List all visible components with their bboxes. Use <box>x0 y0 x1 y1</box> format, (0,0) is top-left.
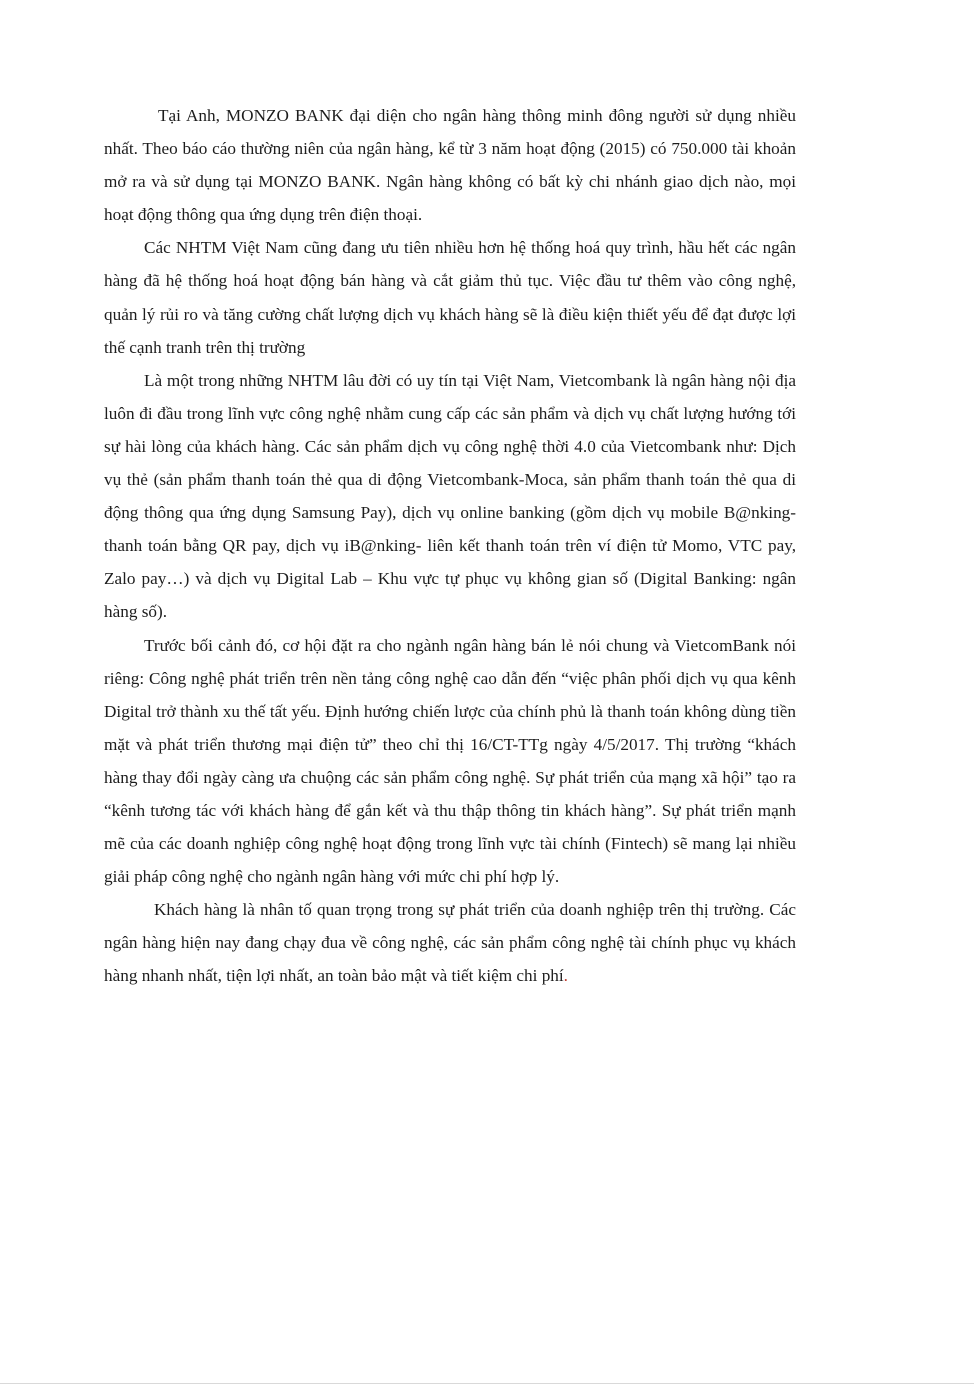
paragraph-vietcombank-products: Là một trong những NHTM lâu đời có uy tín tại Việt Nam, Vietcombank là ngân hàng nội địa luôn đi đầu trong lĩnh vực công nghệ nhằm cung cấp các sản phẩm và dịch vụ chất lượng hướng tới sự hài lòng của khách hàng. Các sản phẩm dịch vụ công nghệ thời 4.0 của Vietcombank như: Dịch vụ thẻ (sản phẩm thanh toán thẻ qua di động Vietcombank-Moca, sản phẩm thanh toán thẻ qua di động thông qua ứng dụng Samsung Pay), dịch vụ online banking (gồm dịch vụ mobile B@nking- thanh toán bằng QR pay, dịch vụ iB@nking- liên kết thanh toán trên ví điện tử Momo, VTC pay, Zalo pay…) và dịch vụ Digital Lab – Khu vực tự phục vụ không gian số (Digital Banking: ngân hàng số). <box>104 370 796 622</box>
final-period-mark: . <box>563 966 568 986</box>
paragraph-customers-text: Khách hàng là nhân tố quan trọng trong sự phát triển của doanh nghiệp trên thị trường. Các ngân hàng hiện nay đang chạy đua về công nghệ, các sản phẩm công nghệ tài chính phục vụ khách hàng nhanh nhất, tiện lợi nhất, an toàn bảo mật và tiết kiệm chi phí <box>104 900 796 986</box>
page-bottom-divider <box>0 1383 974 1384</box>
paragraph-customers <box>104 893 796 992</box>
paragraph-monzo-bank: Tại Anh, MONZO BANK đại diện cho ngân hàng thông minh đông người sử dụng nhiều nhất. Theo báo cáo thường niên của ngân hàng, kể từ 3 năm hoạt động (2015) có 750.000 tài khoản mở ra và sử dụng tại MONZO BANK. Ngân hàng không có bất kỳ chi nhánh giao dịch nào, mọi hoạt động thông qua ứng dụng trên điện thoại. <box>104 106 796 225</box>
paragraph-opportunities: Trước bối cảnh đó, cơ hội đặt ra cho ngành ngân hàng bán lẻ nói chung và VietcomBank nói riêng: Công nghệ phát triển trên nền tảng công nghệ cao dẫn đến “việc phân phối dịch vụ qua kênh Digital trở thành xu thế tất yếu. Định hướng chiến lược của chính phủ là thanh toán không dùng tiền mặt và phát triển thương mại điện tử” theo chỉ thị 16/CT-TTg ngày 4/5/2017. Thị trường “khách hàng thay đổi ngày càng ưa chuộng các sản phẩm công nghệ. Sự phát triển của mạng xã hội” tạo ra “kênh tương tác với khách hàng để gắn kết và thu thập thông tin khách hàng”. Sự phát triển mạnh mẽ của các doanh nghiệp công nghệ hoạt động trong lĩnh vực tài chính (Fintech) sẽ mang lại nhiều giải pháp công nghệ cho ngành ngân hàng với mức chi phí hợp lý. <box>104 635 796 887</box>
body-text <box>104 99 796 993</box>
paragraph-nhtm-vietnam: Các NHTM Việt Nam cũng đang ưu tiên nhiều hơn hệ thống hoá quy trình, hầu hết các ngân hàng đã hệ thống hoá hoạt động bán hàng và cắt giảm thủ tục. Việc đầu tư thêm vào công nghệ, quản lý rủi ro và tăng cường chất lượng dịch vụ khách hàng sẽ là điều kiện thiết yếu để đạt được lợi thế cạnh tranh trên thị trường <box>104 238 796 357</box>
